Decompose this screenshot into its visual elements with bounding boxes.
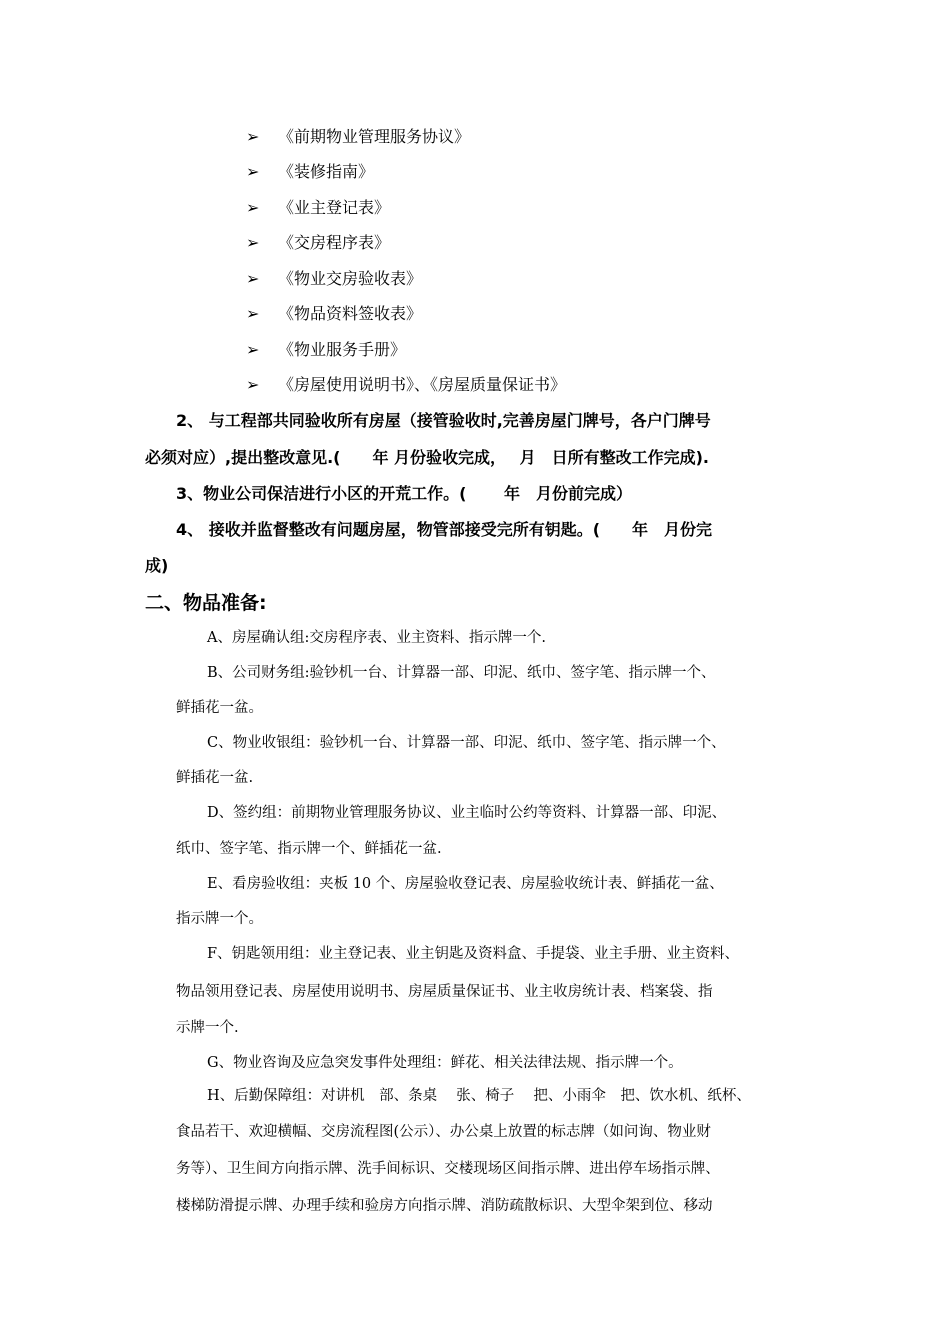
bullet-item: 《交房程序表》 xyxy=(278,233,391,252)
paragraph-f-line-3: 示牌一个. xyxy=(176,1020,239,1036)
section-heading: 二、物品准备: xyxy=(145,592,267,614)
paragraph-e-line-2: 指示牌一个。 xyxy=(176,911,263,927)
bullet-item: 《装修指南》 xyxy=(278,162,375,181)
bullet-item: 《物业服务手册》 xyxy=(278,340,407,359)
paragraph-h-line-4: 楼梯防滑提示牌、办理手续和验房方向指示牌、消防疏散标识、大型伞架到位、移动 xyxy=(176,1198,713,1214)
paragraph-f-line-2: 物品领用登记表、房屋使用说明书、房屋质量保证书、业主收房统计表、档案袋、指 xyxy=(176,984,713,1000)
bullet-item: 《物业交房验收表》 xyxy=(278,269,423,288)
paragraph-d-line-2: 纸巾、签字笔、指示牌一个、鲜插花一盆. xyxy=(176,841,442,857)
bullet-item: 《物品资料签收表》 xyxy=(278,304,423,323)
item-3: 3、物业公司保洁进行小区的开荒工作。( 年 月份前完成） xyxy=(176,484,633,503)
paragraph-e-line-1: E、看房验收组：夹板 10 个、房屋验收登记表、房屋验收统计表、鲜插花一盆、 xyxy=(207,876,724,892)
paragraph-c-line-2: 鲜插花一盆. xyxy=(176,770,254,786)
bullet-arrow-icon: ➢ xyxy=(246,340,260,359)
paragraph-g: G、物业咨询及应急突发事件处理组：鲜花、相关法律法规、指示牌一个。 xyxy=(207,1055,683,1071)
paragraph-d-line-1: D、签约组：前期物业管理服务协议、业主临时公约等资料、计算器一部、印泥、 xyxy=(207,805,727,821)
bullet-arrow-icon: ➢ xyxy=(246,198,260,217)
paragraph-b-line-2: 鲜插花一盆。 xyxy=(176,700,263,716)
bullet-item: 《前期物业管理服务协议》 xyxy=(278,127,471,146)
bullet-arrow-icon: ➢ xyxy=(246,375,260,394)
bullet-item: 《房屋使用说明书》、《房屋质量保证书》 xyxy=(278,375,567,394)
item-4-line-2: 成) xyxy=(145,556,169,575)
paragraph-h-line-2: 食品若干、欢迎横幅、交房流程图(公示）、办公桌上放置的标志牌（如问询、物业财 xyxy=(176,1124,711,1140)
bullet-arrow-icon: ➢ xyxy=(246,127,260,146)
bullet-arrow-icon: ➢ xyxy=(246,162,260,181)
paragraph-h-line-1: H、后勤保障组：对讲机 部、条桌 张、椅子 把、小雨伞 把、饮水机、纸杯、 xyxy=(207,1088,751,1104)
bullet-arrow-icon: ➢ xyxy=(246,304,260,323)
paragraph-c-line-1: C、物业收银组：验钞机一台、计算器一部、印泥、纸巾、签字笔、指示牌一个、 xyxy=(207,735,726,751)
paragraph-f-line-1: F、钥匙领用组：业主登记表、业主钥匙及资料盒、手提袋、业主手册、业主资料、 xyxy=(207,946,740,962)
item-4-line-1: 4、 接收并监督整改有问题房屋，物管部接受完所有钥匙。( 年 月份完 xyxy=(176,520,713,539)
item-2-line-1: 2、 与工程部共同验收所有房屋（接管验收时,完善房屋门牌号，各户门牌号 xyxy=(176,411,711,430)
item-2-line-2: 必须对应）,提出整改意见.( 年 月份验收完成， 月 日所有整改工作完成). xyxy=(145,448,710,467)
bullet-arrow-icon: ➢ xyxy=(246,269,260,288)
bullet-arrow-icon: ➢ xyxy=(246,233,260,252)
paragraph-b-line-1: B、公司财务组:验钞机一台、计算器一部、印泥、纸巾、签字笔、指示牌一个、 xyxy=(207,665,716,681)
paragraph-h-line-3: 务等）、卫生间方向指示牌、洗手间标识、交楼现场区间指示牌、进出停车场指示牌、 xyxy=(176,1161,720,1177)
paragraph-a: A、房屋确认组:交房程序表、业主资料、指示牌一个. xyxy=(207,630,546,646)
bullet-item: 《业主登记表》 xyxy=(278,198,391,217)
